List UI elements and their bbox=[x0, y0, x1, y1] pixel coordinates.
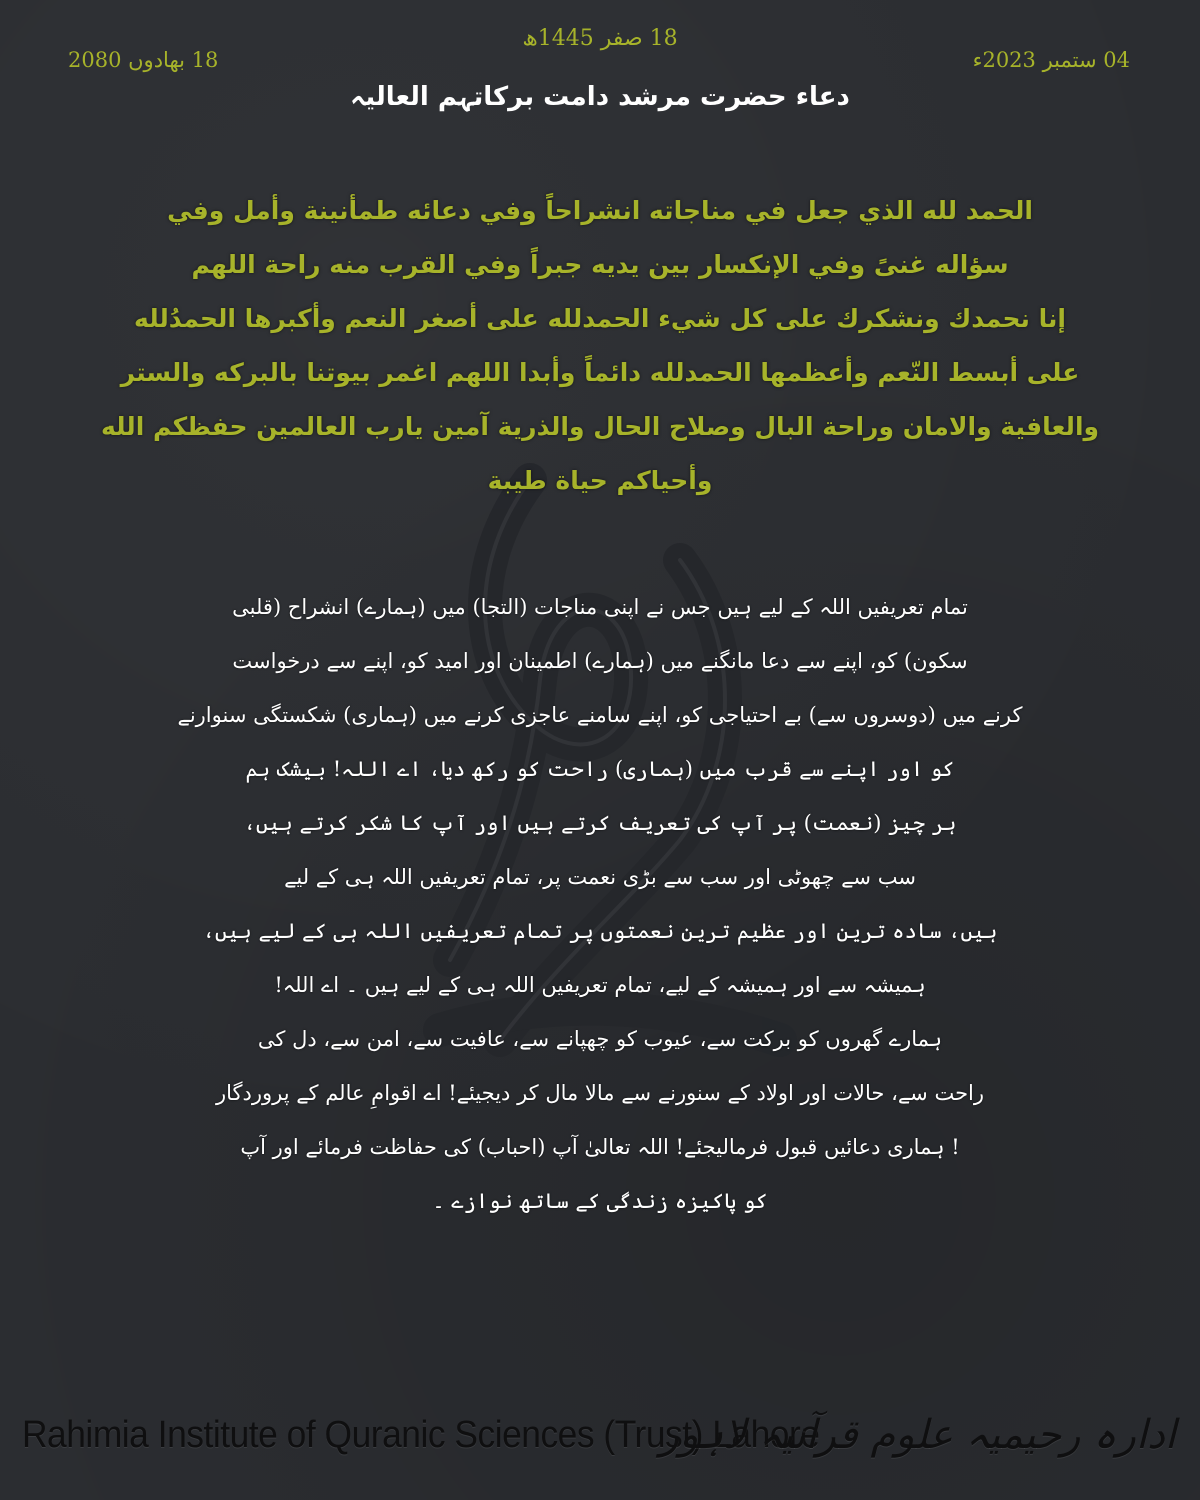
urdu-line: ہمارے گھروں کو برکت سے، عیوب کو چھپانے سے، عافیت سے، امن سے، دل کی bbox=[257, 1027, 943, 1051]
arabic-line: الحمد لله الذي جعل في مناجاته انشراحاً وفي دعائه طمأنينة وأمل وفي bbox=[167, 196, 1033, 225]
urdu-line: ہیں، سادہ ترین اور عظیم ترین نعمتوں پر تمام تعریفیں اللہ ہی کے لیے ہیں، bbox=[202, 919, 998, 943]
arabic-dua bbox=[90, 184, 1110, 508]
urdu-line: ! ہماری دعائیں قبول فرمالیجئے! اللہ تعالیٰ آپ (احباب) کی حفاظت فرمائے اور آپ bbox=[240, 1135, 960, 1159]
urdu-line: ہر چیز (نعمت) پر آپ کی تعریف کرتے ہیں اور آپ کا شکر کرتے ہیں، bbox=[243, 811, 957, 835]
arabic-line: سؤاله غنىً وفي الإنكسار بين يديه جبراً وفي القرب منه راحة اللهم bbox=[191, 250, 1009, 279]
urdu-line: سکون) کو، اپنے سے دعا مانگنے میں (ہمارے) اطمینان اور امید کو، اپنے سے درخواست bbox=[232, 649, 968, 673]
institute-name-urdu: ادارہ رحیمیہ علوم قرآنیہ لاہور bbox=[659, 1412, 1176, 1458]
hijri-date: 18 صفر 1445ھ bbox=[522, 26, 678, 51]
urdu-line: کو پاکیزہ زندگی کے ساتھ نوازے ۔ bbox=[432, 1189, 768, 1213]
urdu-line: تمام تعریفیں اللہ کے لیے ہیں جس نے اپنی مناجات (التجا) میں (ہمارے) انشراح (قلبی bbox=[232, 595, 968, 619]
arabic-line: إنا نحمدك ونشكرك على كل شيء الحمدلله على أصغر النعم وأكبرها الحمدُلله bbox=[134, 304, 1066, 333]
arabic-line: على أبسط النّعم وأعظمها الحمدلله دائماً وأبدا اللهم اغمر بيوتنا بالبركه والستر bbox=[120, 358, 1080, 387]
arabic-line: وأحياكم حياة طيبة bbox=[487, 466, 713, 495]
urdu-translation bbox=[110, 580, 1090, 1228]
urdu-line: راحت سے، حالات اور اولاد کے سنورنے سے مالا مال کر دیجیئے! اے اقوامِ عالم کے پروردگار bbox=[215, 1081, 985, 1105]
urdu-line: سب سے چھوٹی اور سب سے بڑی نعمت پر، تمام تعریفیں اللہ ہی کے لیے bbox=[284, 865, 916, 889]
page-title: دعاء حضرت مرشد دامت برکاتہم العالیہ bbox=[350, 82, 850, 112]
urdu-line: کو اور اپنے سے قرب میں (ہماری) راحت کو رکھ دیا، اے اللہ! بیشک ہم bbox=[245, 757, 955, 781]
urdu-line: ہمیشہ سے اور ہمیشہ کے لیے، تمام تعریفیں اللہ ہی کے لیے ہیں ۔ اے اللہ! bbox=[274, 973, 926, 997]
bikrami-date: 18 بھادوں 2080 bbox=[68, 48, 219, 72]
gregorian-date: 04 ستمبر 2023ء bbox=[972, 48, 1130, 72]
arabic-line: والعافية والامان وراحة البال وصلاح الحال والذرية آمين يارب العالمين حفظكم الله bbox=[100, 412, 1100, 441]
institute-name-english: Rahimia Institute of Quranic Sciences (Trust) Lahore bbox=[22, 1414, 820, 1456]
urdu-line: کرنے میں (دوسروں سے) بے احتیاجی کو، اپنے سامنے عاجزی کرنے میں (ہماری) شکستگی سنوارنے bbox=[177, 703, 1023, 727]
